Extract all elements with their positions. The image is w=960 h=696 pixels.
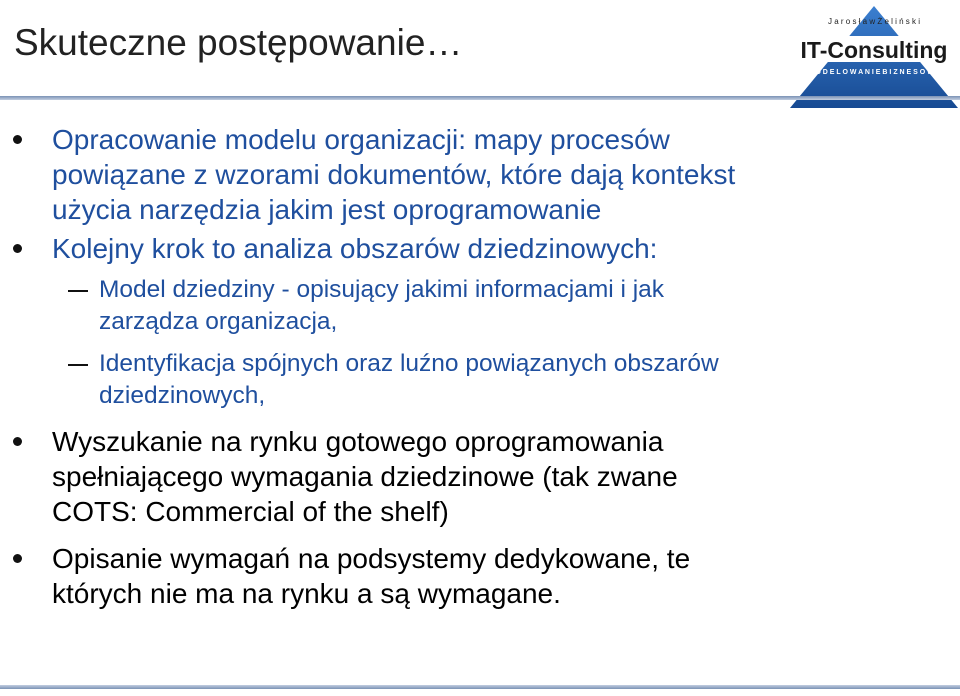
bullet-line: powiązane z wzorami dokumentów, które dają kontekst xyxy=(52,159,736,190)
logo-top-text: J a r o s ł a w Ż e l i ń s k i xyxy=(827,17,921,26)
logo-bottom-text: M O D E L O W A N I E B I Z N E S O W E xyxy=(807,69,941,76)
bullet-line: Wyszukanie na rynku gotowego oprogramowania xyxy=(52,426,664,457)
bullet-item xyxy=(0,122,960,227)
bullet-line: użycia narzędzia jakim jest oprogramowanie xyxy=(52,194,602,225)
bullet-dot-icon xyxy=(13,244,22,253)
sub-bullet-line: Model dziedziny - opisujący jakimi informacjami i jak xyxy=(99,276,665,303)
bullet-item xyxy=(0,231,960,266)
bottom-divider xyxy=(0,685,960,689)
dash-icon xyxy=(68,364,88,366)
sub-bullet-line: Identyfikacja spójnych oraz luźno powiązanych obszarów xyxy=(99,350,719,377)
bullet-line: Kolejny krok to analiza obszarów dziedzinowych: xyxy=(52,233,658,264)
bullet-line: których nie ma na rynku a są wymagane. xyxy=(52,578,561,609)
dash-icon xyxy=(68,290,88,292)
bullet-line: COTS: Commercial of the shelf) xyxy=(52,496,449,527)
bullet-dot-icon xyxy=(13,437,22,446)
bullet-dot-icon xyxy=(13,554,22,563)
bullet-line: Opracowanie modelu organizacji: mapy procesów xyxy=(52,124,670,155)
bullet-item xyxy=(0,424,960,529)
sub-bullet-item xyxy=(0,274,960,338)
sub-bullet-item xyxy=(0,348,960,412)
bullet-item xyxy=(0,541,960,611)
bullet-line: Opisanie wymagań na podsystemy dedykowane, te xyxy=(52,543,691,574)
it-consulting-logo xyxy=(788,0,960,110)
sub-bullet-line: dziedzinowych, xyxy=(99,382,266,409)
bullet-dot-icon xyxy=(13,135,22,144)
slide-body xyxy=(0,122,960,611)
logo-main-text: IT-Consulting xyxy=(800,37,948,63)
top-divider xyxy=(0,96,960,100)
bullet-line: spełniającego wymagania dziedzinowe (tak zwane xyxy=(52,461,678,492)
sub-bullet-line: zarządza organizacja, xyxy=(99,308,338,335)
slide-title: Skuteczne postępowanie… xyxy=(14,22,463,63)
